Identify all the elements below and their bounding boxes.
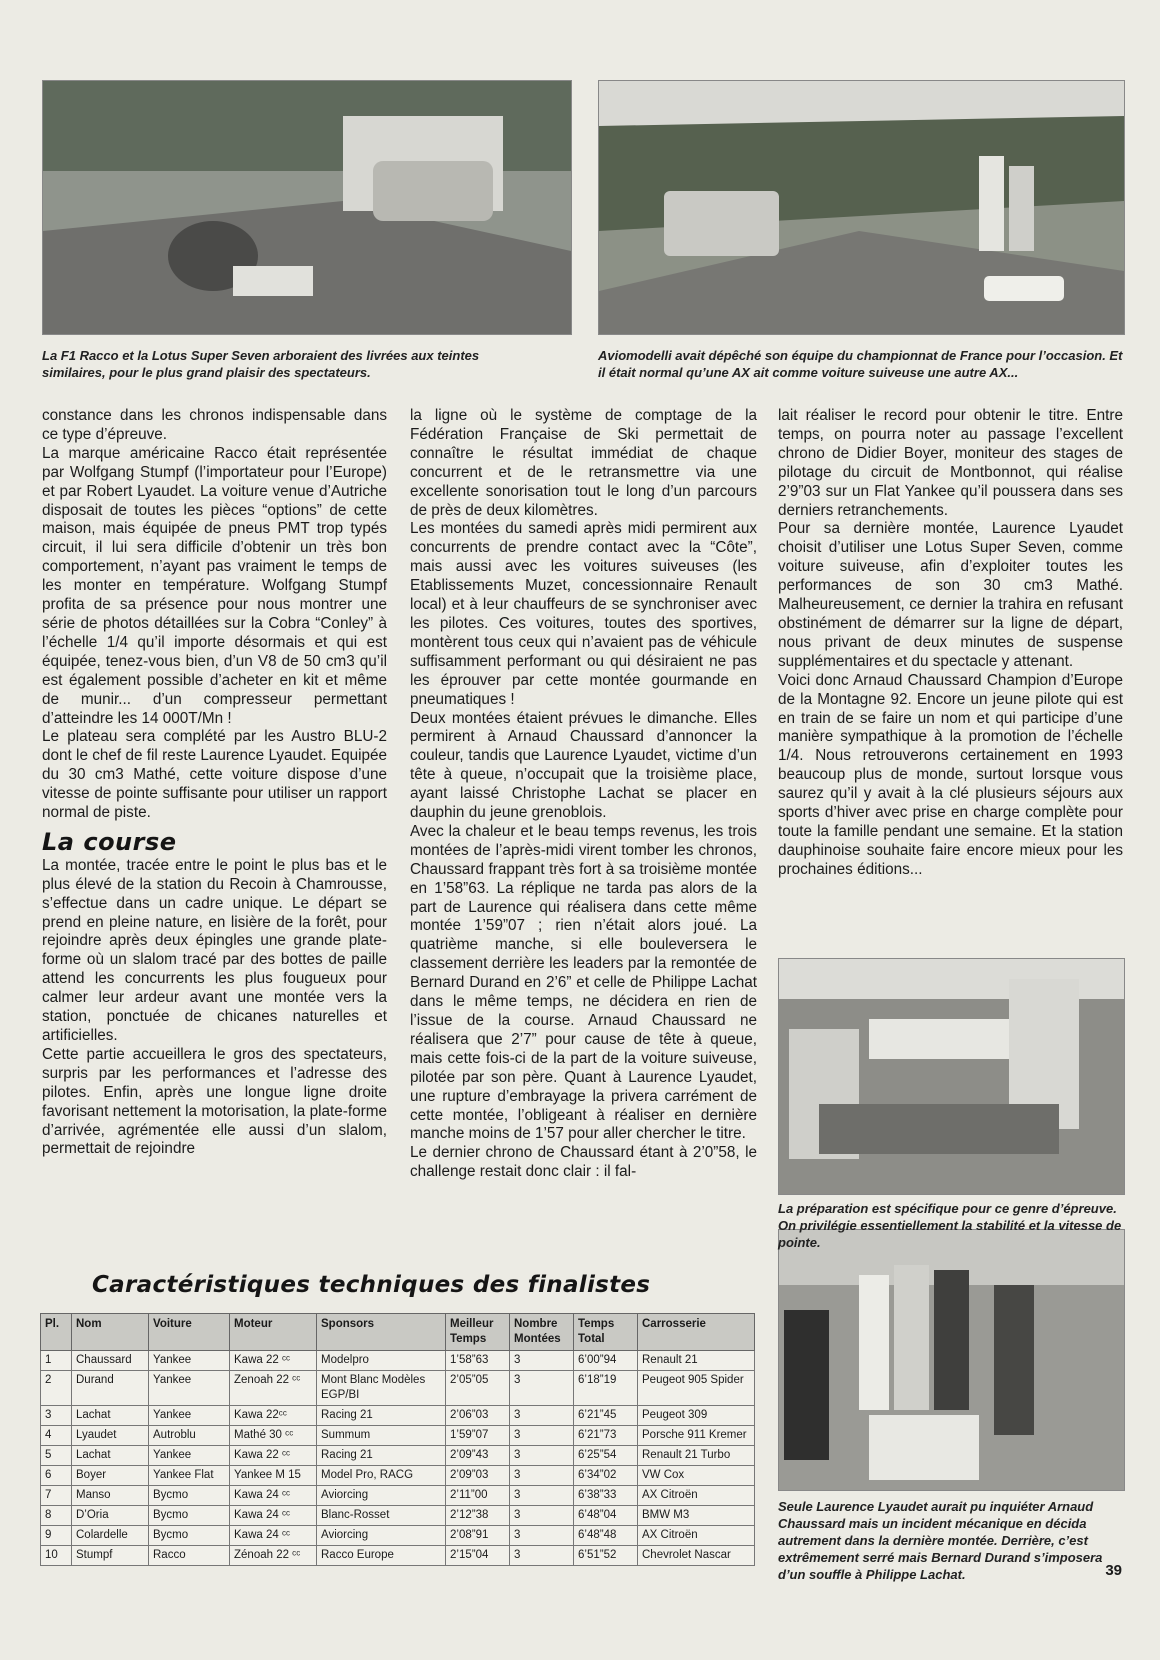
table-cell: 3	[41, 1406, 72, 1426]
table-cell: 2	[41, 1371, 72, 1406]
col2-paragraph-4: Avec la chaleur et le beau temps revenus, les trois montées de l’après-midi virent tomber les chronos, Chaussard frappant très fort à sa troisième montée en 1’58”63. La réplique ne tarda pas alors de la part de Laurence qui réalisera dans cette même montée 1’59”07 ; rien n’était alors joué. La quatrième manche, si elle bouleversera le classement derrière les leaders par la remontée de Bernard Durand en 2’6” et celle de Philippe Lachat dans le même temps, ne décidera en rien de l’issue de la course. Arnaud Chaussard ne réalisera que 2’7” pour cause de tête à queue, mais cette fois-ci de la part de la voiture suiveuse, pilotée par son père. Quant à Laurence Lyaudet, une rupture d’embrayage la privera carrément de cette montée, l’obligeant à réaliser en dernière manche moins de 1’57 pour aller chercher le titre.	[410, 822, 757, 1143]
table-cell: Bycmo	[149, 1526, 230, 1546]
table-cell: Peugeot 905 Spider	[638, 1371, 755, 1406]
table-cell: Yankee	[149, 1446, 230, 1466]
col1-paragraph-2: La marque américaine Racco était représentée par Wolfgang Stumpf (l’importateur pour l’Europe) et par Robert Lyaudet. La voiture venue d’Autriche disposait de toutes les pièces “options” de cette maison, mais équipée de pneus PMT trop typés circuit, il lui sera difficile d’obtenir un très bon comportement, n’ayant pas vraiment le temps de les monter en température. Wolfgang Stumpf profita de sa présence pour nous montrer une série de photos détaillées sur la Cobra “Conley” à l’échelle 1/4 qu’il importe désormais et qui est équipée, tenez-vous bien, d’un V8 de 50 cm3 qu’il est également possible d’acheter en kit et même de munir... d’un compresseur permettant d’atteindre les 14 000T/Mn !	[42, 444, 387, 727]
col3-paragraph-1: lait réaliser le record pour obtenir le titre. Entre temps, on pourra noter au passage l’excellent chrono de Didier Boyer, moniteur des stages de pilotage du circuit de Montbonnot, qui réalise 2’9”03 sur un Flat Yankee qu’il poussera dans ses derniers retranchements.	[778, 407, 1123, 519]
caption-photo1: La F1 Racco et la Lotus Super Seven arboraient des livrées aux teintes similaires, pour le plus grand plaisir des spectateurs.	[42, 348, 480, 380]
table-cell: Racing 21	[317, 1446, 446, 1466]
table-cell: AX Citroën	[638, 1486, 755, 1506]
caption-photo3: La préparation est spécifique pour ce genre d’épreuve. On privilégie essentiellement la stabilité et la vitesse de pointe.	[778, 1201, 1122, 1250]
table-cell: 2’09”03	[446, 1466, 510, 1486]
table-cell: 6’34”02	[574, 1466, 638, 1486]
table-title: Caractéristiques techniques des finalistes	[92, 1272, 651, 1298]
table-cell: 3	[510, 1506, 574, 1526]
table-cell: 3	[510, 1351, 574, 1371]
col2-paragraph-1: la ligne où le système de comptage de la Fédération Française de Ski permettait de connaître le résultat immédiat de chaque concurrent et de le retransmettre via une excellente sonorisation tout le long d’un parcours de près de deux kilomètres.	[410, 407, 757, 519]
table-cell: Kawa 24 ᶜᶜ	[230, 1486, 317, 1506]
table-cell: Yankee	[149, 1406, 230, 1426]
table-cell: Aviorcing	[317, 1486, 446, 1506]
table-row	[41, 1506, 755, 1526]
table-cell: 6’21”73	[574, 1426, 638, 1446]
table-cell: Yankee	[149, 1371, 230, 1406]
table-cell: 6’18”19	[574, 1371, 638, 1406]
table-header-cell: Carrosserie	[638, 1314, 755, 1351]
table-cell: Boyer	[72, 1466, 149, 1486]
table-cell: Kawa 22 ᶜᶜ	[230, 1351, 317, 1371]
table-cell: Zenoah 22 ᶜᶜ	[230, 1371, 317, 1406]
table-cell: Autroblu	[149, 1426, 230, 1446]
table-header-cell: Nom	[72, 1314, 149, 1351]
table-cell: Kawa 24 ᶜᶜ	[230, 1526, 317, 1546]
text-column-1	[42, 407, 387, 1159]
table-cell: Zénoah 22 ᶜᶜ	[230, 1546, 317, 1566]
table-cell: Racco	[149, 1546, 230, 1566]
table-cell: 2’06”03	[446, 1406, 510, 1426]
table-cell: Blanc-Rosset	[317, 1506, 446, 1526]
table-cell: 3	[510, 1466, 574, 1486]
table-row	[41, 1351, 755, 1371]
table-row	[41, 1406, 755, 1426]
table-cell: 3	[510, 1371, 574, 1406]
table-cell: Porsche 911 Kremer	[638, 1426, 755, 1446]
table-cell: Modelpro	[317, 1351, 446, 1371]
table-cell: 1	[41, 1351, 72, 1371]
table-cell: 8	[41, 1506, 72, 1526]
table-cell: 6’00”94	[574, 1351, 638, 1371]
table-cell: Peugeot 309	[638, 1406, 755, 1426]
table-cell: 3	[510, 1406, 574, 1426]
table-cell: 6’48”48	[574, 1526, 638, 1546]
col3-paragraph-2: Pour sa dernière montée, Laurence Lyaudet choisit d’utiliser une Lotus Super Seven, comme voiture suiveuse, afin d’exploiter toutes les performances de son 30 cm3 Mathé. Malheureusement, ce dernier la trahira en refusant obstinément de démarrer sur la ligne de départ, nous privant de deux minutes de suspense supplémentaires et du spectacle y attenant.	[778, 520, 1123, 670]
col1-paragraph-1: constance dans les chronos indispensable dans ce type d’épreuve.	[42, 407, 387, 443]
table-cell: Manso	[72, 1486, 149, 1506]
table-cell: Mont Blanc Modèles EGP/BI	[317, 1371, 446, 1406]
photo-ax-cars	[598, 80, 1125, 335]
table-cell: VW Cox	[638, 1466, 755, 1486]
col2-paragraph-3: Deux montées étaient prévues le dimanche. Elles permirent à Arnaud Chaussard d’annoncer la couleur, tandis que Laurence Lyaudet, victime d’un tête à queue, n’occupait que la troisième place, ayant laissé Christophe Lachat se placer en dauphin du jeune grenoblois.	[410, 709, 757, 822]
table-cell: 6’48”04	[574, 1506, 638, 1526]
table-cell: AX Citroën	[638, 1526, 755, 1546]
table-cell: 2’11”00	[446, 1486, 510, 1506]
table-cell: 3	[510, 1426, 574, 1446]
table-cell: 6	[41, 1466, 72, 1486]
table-header-cell: Nombre Montées	[510, 1314, 574, 1351]
table-cell: 6’25”54	[574, 1446, 638, 1466]
table-header-cell: Meilleur Temps	[446, 1314, 510, 1351]
table-cell: Aviorcing	[317, 1526, 446, 1546]
table-cell: Renault 21 Turbo	[638, 1446, 755, 1466]
table-header-cell: Moteur	[230, 1314, 317, 1351]
table-row	[41, 1446, 755, 1466]
table-cell: Durand	[72, 1371, 149, 1406]
table-cell: Yankee M 15	[230, 1466, 317, 1486]
col1-paragraph-5: Cette partie accueillera le gros des spectateurs, surpris par les performances et l’adresse des pilotes. Enfin, après une longue ligne droite favorisant nettement la motorisation, la plate-forme d’arrivée, agrémentée elle aussi d’un slalom, permettait de rejoindre	[42, 1045, 387, 1158]
col2-paragraph-5: Le dernier chrono de Chaussard étant à 2’0”58, le challenge restait donc clair : il fal-	[410, 1144, 757, 1181]
text-column-3	[778, 407, 1123, 880]
table-row	[41, 1526, 755, 1546]
table-cell: 7	[41, 1486, 72, 1506]
finalists-table	[40, 1313, 755, 1566]
caption-photo4: Seule Laurence Lyaudet aurait pu inquiéter Arnaud Chaussard mais un incident mécanique en décida autrement dans la dernière montée. Derrière, c’est extrêmement serré mais Bernard Durand s’imposera d’un souffle à Philippe Lachat.	[778, 1499, 1103, 1582]
table-row	[41, 1466, 755, 1486]
table-cell: 3	[510, 1526, 574, 1546]
table-cell: D’Oria	[72, 1506, 149, 1526]
table-cell: 2’15”04	[446, 1546, 510, 1566]
table-cell: Yankee	[149, 1351, 230, 1371]
table-body	[41, 1351, 755, 1566]
table-cell: Kawa 22 ᶜᶜ	[230, 1446, 317, 1466]
table-cell: Bycmo	[149, 1486, 230, 1506]
table-cell: Racco Europe	[317, 1546, 446, 1566]
table-cell: Kawa 22ᶜᶜ	[230, 1406, 317, 1426]
table-header-row	[41, 1314, 755, 1351]
photo-f1-lotus	[42, 80, 572, 335]
table-cell: 2’08”91	[446, 1526, 510, 1546]
photo-podium	[778, 1229, 1125, 1491]
table-cell: Lachat	[72, 1446, 149, 1466]
col1-paragraph-4: La montée, tracée entre le point le plus bas et le plus élevé de la station du Recoin à Chamrousse, s’effectue dans un cadre unique. Le départ se prend en pleine nature, en lisière de la forêt, pour rejoindre après deux épingles une grande plate-forme où un slalom tracé par des bottes de paille attend les concurrents les plus fougueux pour calmer leur ardeur avant une montée vers la station, ponctuée de chicanes naturelles et artificielles.	[42, 856, 387, 1044]
table-row	[41, 1486, 755, 1506]
table-header-cell: Sponsors	[317, 1314, 446, 1351]
table-cell: Summum	[317, 1426, 446, 1446]
table-cell: Colardelle	[72, 1526, 149, 1546]
table-row	[41, 1371, 755, 1406]
table-cell: 6’38”33	[574, 1486, 638, 1506]
table-cell: Model Pro, RACG	[317, 1466, 446, 1486]
table-cell: 6’21”45	[574, 1406, 638, 1426]
table-cell: 4	[41, 1426, 72, 1446]
table-cell: 2’12”38	[446, 1506, 510, 1526]
photo-preparation	[778, 958, 1125, 1195]
page-number: 39	[1105, 1562, 1122, 1579]
table-cell: Racing 21	[317, 1406, 446, 1426]
table-row	[41, 1426, 755, 1446]
table-cell: 3	[510, 1546, 574, 1566]
table-cell: Chaussard	[72, 1351, 149, 1371]
table-cell: 9	[41, 1526, 72, 1546]
table-cell: 1’59”07	[446, 1426, 510, 1446]
table-row	[41, 1546, 755, 1566]
table-cell: 2’09”43	[446, 1446, 510, 1466]
table-header-cell: Temps Total	[574, 1314, 638, 1351]
table-cell: Yankee Flat	[149, 1466, 230, 1486]
table-cell: Lyaudet	[72, 1426, 149, 1446]
table-cell: Bycmo	[149, 1506, 230, 1526]
col2-paragraph-2: Les montées du samedi après midi permirent aux concurrents de prendre contact avec la “Côte”, mais aussi avec les voitures suiveuses (les Etablissements Muzet, concessionnaire Renault local) et à leur chauffeurs de se synchroniser avec les pilotes. Ces voitures, toutes des sportives, montèrent tous ceux qui n’avaient pas de véhicule suffisamment performant ou qui désiraient ne pas les éprouver par cette montée gourmande en pneumatiques !	[410, 520, 757, 708]
table-cell: Kawa 24 ᶜᶜ	[230, 1506, 317, 1526]
col3-paragraph-3: Voici donc Arnaud Chaussard Champion d’Europe de la Montagne 92. Encore un jeune pilote qui est en train de se faire un nom et qui participe d’une manière sympathique à la promotion de l’échelle 1/4. Nous retrouverons certainement en 1993 beaucoup plus de monde, surtout lorsque vous saurez qu’il y avait à la clé plusieurs séjours aux sports d’hiver avec prise en charge complète pour toute la famille pendant une semaine. Et la station dauphinoise souhaite faire encore mieux pour les prochaines éditions...	[778, 671, 1123, 878]
table-cell: Stumpf	[72, 1546, 149, 1566]
table-cell: Chevrolet Nascar	[638, 1546, 755, 1566]
caption-photo2: Aviomodelli avait dépêché son équipe du championnat de France pour l’occasion. Et il était normal qu’une AX ait comme voiture suiveuse une autre AX...	[598, 348, 1123, 380]
table-header-cell: Pl.	[41, 1314, 72, 1351]
table-cell: 10	[41, 1546, 72, 1566]
table-cell: 6’51”52	[574, 1546, 638, 1566]
table-cell: 3	[510, 1486, 574, 1506]
table-cell: Renault 21	[638, 1351, 755, 1371]
table-cell: 1’58”63	[446, 1351, 510, 1371]
table-header-cell: Voiture	[149, 1314, 230, 1351]
col1-paragraph-3: Le plateau sera complété par les Austro BLU-2 dont le chef de fil reste Laurence Lyaudet. Equipée du 30 cm3 Mathé, cette voiture dispose d’une vitesse de pointe suffisante pour utiliser un rapport normal de piste.	[42, 728, 387, 822]
table-cell: Lachat	[72, 1406, 149, 1426]
table-cell: 5	[41, 1446, 72, 1466]
table-cell: 2’05”05	[446, 1371, 510, 1406]
table-cell: BMW M3	[638, 1506, 755, 1526]
section-heading: La course	[42, 827, 177, 856]
table-cell: Mathé 30 ᶜᶜ	[230, 1426, 317, 1446]
text-column-2	[410, 407, 757, 1182]
table-cell: 3	[510, 1446, 574, 1466]
